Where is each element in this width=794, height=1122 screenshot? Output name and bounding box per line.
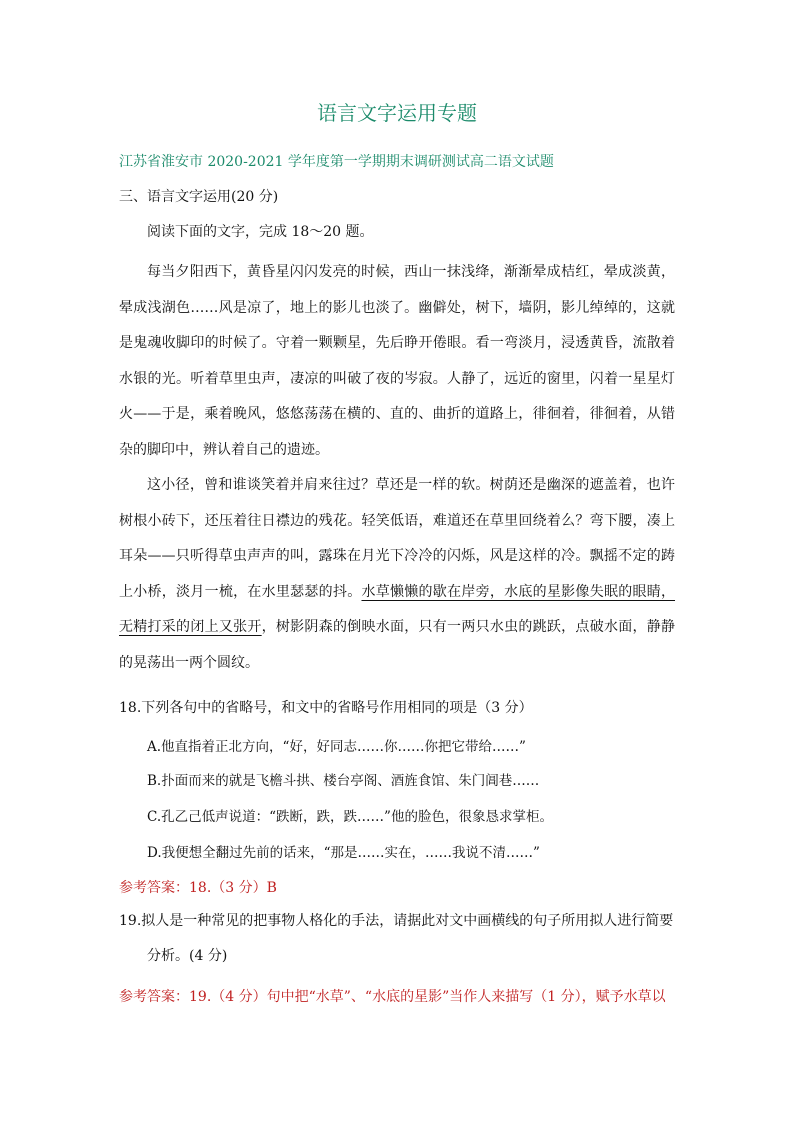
reading-passage bbox=[119, 255, 675, 681]
passage-p2-text-after: ，树影阴森的倒映水面，只有一两只水虫的跳跃，点破水面，静静的晃荡出一两个圆纹。 bbox=[119, 619, 676, 671]
question-18-stem: 18.下列各句中的省略号，和文中的省略号作用相同的项是（3 分） bbox=[119, 700, 533, 716]
passage-p2-text-before: 这小径，曾和谁谈笑着并肩来往过？草还是一样的软。树荫还是幽深的遮盖着，也许树根小砖下，还压着往日襟边的残花。轻笑低语，难道还在草里回绕着么？弯下腰，凑上耳朵——只听得草虫声声的叫，露珠在月光下冷冷的闪烁，风是这样的冷。飘摇不定的踌上小桥，淡月一梳，在水里瑟瑟的抖。 bbox=[119, 477, 675, 600]
question-19-answer: 参考答案：19.（4 分）句中把“水草”、“水底的星影”当作人来描写（1 分），赋予水草以 bbox=[119, 989, 666, 1005]
question-18-answer: 参考答案：18.（3 分）B bbox=[119, 880, 277, 896]
reading-instruction: 阅读下面的文字，完成 18～20 题。 bbox=[147, 224, 374, 240]
passage-paragraph-1: 每当夕阳西下，黄昏星闪闪发亮的时候，西山一抹浅绛，渐渐晕成桔红，晕成淡黄，晕成浅湖色……风是凉了，地上的影儿也淡了。幽僻处，树下，墙阴，影儿绰绰的，这就是鬼魂收脚印的时候了。守着一颗颗星，先后睁开倦眼。看一弯淡月，浸透黄昏，流散着水银的光。听着草里虫声，凄凉的叫破了夜的岑寂。人静了，远近的窗里，闪着一星星灯火——于是，乘着晚风，悠悠荡荡在横的、直的、曲折的道路上，徘徊着，徘徊着，从错杂的脚印中，辨认着自己的遗迹。 bbox=[119, 264, 675, 458]
question-18-option-c: C.孔乙己低声说道：“跌断，跌，跌……”他的脸色，很象恳求掌柜。 bbox=[147, 809, 553, 825]
question-18-option-b: B.扑面而来的就是飞檐斗拱、楼台亭阁、酒旌食馆、朱门阊巷…… bbox=[147, 773, 540, 789]
question-18-option-d: D.我便想全翻过先前的话来，“那是……实在，……我说不清……” bbox=[147, 845, 540, 861]
question-19-stem-line-1: 19.拟人是一种常见的把事物人格化的手法，请据此对文中画横线的句子所用拟人进行简要 bbox=[119, 913, 674, 929]
exam-source: 江苏省淮安市 2020-2021 学年度第一学期期末调研测试高二语文试题 bbox=[119, 154, 554, 170]
page-title: 语言文字运用专题 bbox=[317, 101, 477, 125]
question-19-stem bbox=[119, 904, 679, 974]
question-19-stem-line-2: 分析。(4 分) bbox=[147, 948, 228, 964]
passage-paragraph-2 bbox=[119, 468, 675, 681]
question-18-option-a: A.他直指着正北方向，“好，好同志……你……你把它带给……” bbox=[147, 739, 526, 755]
underlined-sentence: 水草懒懒的歇在岸旁，水底的星影像失眠的眼睛，无精打采的闭上又张开 bbox=[119, 583, 676, 635]
section-heading: 三、语言文字运用(20 分) bbox=[119, 189, 279, 205]
